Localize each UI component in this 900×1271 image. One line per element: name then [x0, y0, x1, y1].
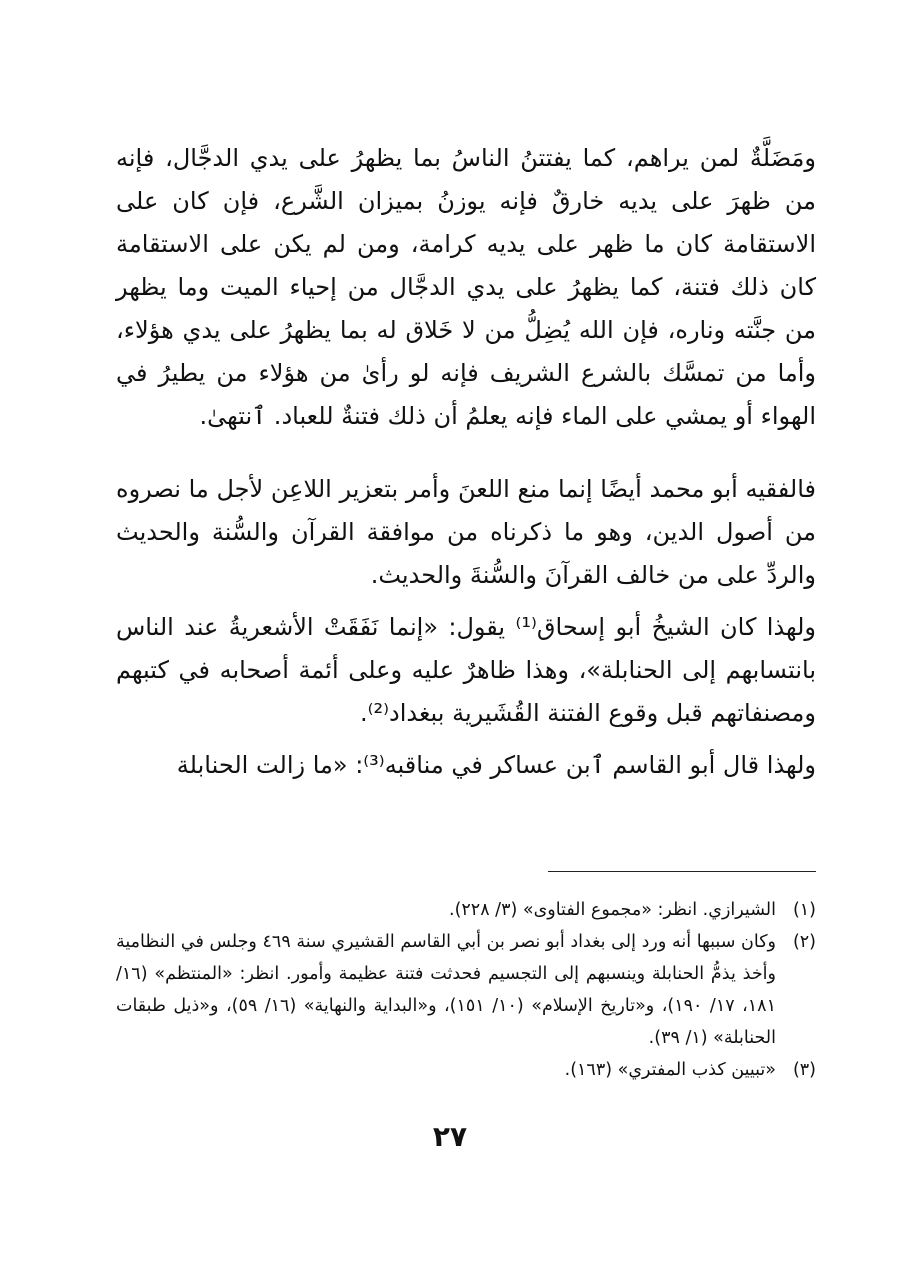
- footnote-2: [116, 926, 816, 1054]
- footnote-divider: [548, 871, 816, 872]
- footnote-number: (٣): [792, 1060, 816, 1080]
- footnote-3: [116, 1054, 816, 1086]
- footnotes-section: [116, 894, 816, 1086]
- body-paragraph-4: ولهذا قال أبو القاسم ٱبن عساكر في مناقبه⁽³⁾: «ما زالت الحنابلة: [176, 751, 816, 779]
- body-paragraph-3: ولهذا كان الشيخُ أبو إسحاق⁽¹⁾ يقول: «إنما نَفَقَتْ الأشعريةُ عند الناس بانتسابهم إلى الحنابلة»، وهذا ظاهرٌ عليه وعلى أئمة أصحابه في كتبهم ومصنفاتهم قبل وقوع الفتنة القُشَيرية ببغداد⁽²⁾.: [116, 613, 817, 727]
- body-paragraph-2: فالفقيه أبو محمد أيضًا إنما منع اللعنَ وأمر بتعزير اللاعِن لأجل ما نصروه من أصول الدين، وهو ما ذكرناه من موافقة القرآن والسُّنة والحديث والردِّ على من خالف القرآنَ والسُّنةَ والحديث.: [116, 475, 816, 589]
- footnote-text: الشيرازي. انظر: «مجموع الفتاوى» (٣/ ٢٢٨).: [449, 900, 776, 920]
- body-paragraph-1: ومَضَلَّةٌ لمن يراهم، كما يفتتنُ الناسُ بما يظهرُ على يدي الدجَّال، فإنه من ظهرَ على يديه خارقٌ فإنه يوزنُ بميزان الشَّرع، فإن كان على الاستقامة كان ما ظهر على يديه كرامة، ومن لم يكن على الاستقامة كان ذلك فتنة، كما يظهرُ على يدي الدجَّال من إحياء الميت وما يظهر من جنَّته وناره، فإن الله يُضِلُّ من لا خَلاق له بما يظهرُ على يدي هؤلاء، وأما من تمسَّك بالشرع الشريف فإنه لو رأىٰ من هؤلاء من يطيرُ في الهواء أو يمشي على الماء فإنه يعلمُ أن ذلك فتنةٌ للعباد. ٱنتهىٰ.: [116, 144, 816, 430]
- footnote-text: وكان سببها أنه ورد إلى بغداد أبو نصر بن أبي القاسم القشيري سنة ٤٦٩ وجلس في النظامية وأخذ يذمُّ الحنابلة وينسبهم إلى التجسيم فحدثت فتنة عظيمة وأمور. انظر: «المنتظم» (١٦/ ١٨١، ١٧/ ١٩٠)، و«تاريخ الإسلام» (١٠/ ١٥١)، و«البداية والنهاية» (١٦/ ٥٩)، و«ذيل طبقات الحنابلة» (١/ ٣٩).: [116, 932, 776, 1048]
- footnote-number: (١): [792, 900, 816, 920]
- footnote-text: «تبيين كذب المفتري» (١٦٣).: [564, 1060, 776, 1080]
- page-number: ٢٧: [432, 1120, 468, 1153]
- footnote-1: [116, 894, 816, 926]
- footnote-number: (٢): [792, 932, 816, 952]
